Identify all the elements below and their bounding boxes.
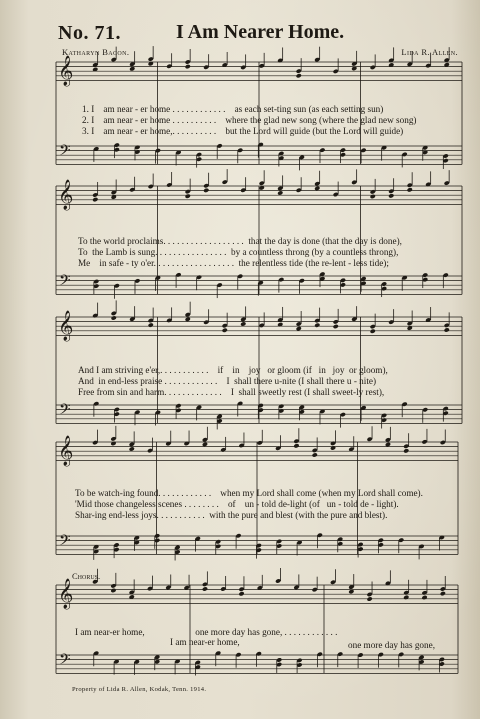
verse-3-line: Me in safe - ty o'er. . . . . . . . . . . . . . . . . . the relentless tide (the re-lent - less tide); — [78, 258, 389, 268]
treble-note — [370, 329, 376, 334]
treble-note — [388, 193, 394, 198]
hymn-number: No. 71. — [58, 22, 121, 44]
bass-clef: 𝄢 — [59, 532, 71, 553]
treble-note — [367, 596, 373, 601]
treble-note — [185, 194, 191, 199]
bass-clef: 𝄢 — [59, 142, 71, 163]
treble-note — [403, 448, 409, 453]
verse-3-line: Shar-ing end-less joys. . . . . . . . . . . with the pure and blest (with the pure and blest). — [75, 510, 388, 520]
treble-note — [185, 317, 191, 322]
treble-note — [293, 443, 299, 448]
chorus-label: Chorus. — [72, 571, 101, 581]
treble-clef: 𝄞 — [58, 579, 74, 609]
treble-note — [314, 323, 320, 328]
verse-1-line: To the world proclaims. . . . . . . . . . . . . . . . . . that the day is done (that the day is done), — [78, 236, 402, 246]
verse-3-line: Free from sin and harm. . . . . . . . . . . . . I shall sweetly rest (I shall sweet-ly rest), — [78, 387, 385, 397]
treble-note — [421, 595, 427, 600]
treble-clef: 𝄞 — [58, 311, 74, 341]
chorus-lyric-bass: one more day has gone, — [348, 640, 435, 650]
treble-note — [333, 324, 339, 329]
bass-clef: 𝄢 — [59, 651, 71, 672]
treble-clef: 𝄞 — [58, 56, 74, 86]
treble-note — [407, 187, 413, 192]
treble-note — [238, 591, 244, 596]
verse-2-line: 'Mid those changeless scenes . . . . . . . . of un - told de-light (of un - told de - light). — [75, 499, 399, 509]
bass-clef: 𝄢 — [59, 272, 71, 293]
treble-note — [148, 322, 154, 327]
verse-3-line: 3. I am near - er home,. . . . . . . . . . but the Lord will guide (but the Lord will guide) — [82, 126, 404, 136]
treble-note — [330, 445, 336, 450]
hymn-title: I Am Nearer Home. — [176, 21, 345, 43]
copyright-footer: Property of Lida R. Allen, Kodak, Tenn. 1914. — [72, 686, 207, 693]
treble-clef: 𝄞 — [58, 436, 74, 466]
verse-2-line: To the Lamb is sung. . . . . . . . . . . . . . . . by a countless throng (by a countless throng), — [78, 247, 399, 257]
treble-note — [440, 591, 446, 596]
treble-note — [185, 64, 191, 69]
composer-credit: Lida R. Allen. — [401, 47, 458, 57]
treble-note — [370, 194, 376, 199]
verse-1-line: 1. I am near - er home . . . . . . . . . . . . as each set-ting sun (as each setting sun) — [82, 104, 384, 114]
treble-note — [92, 197, 98, 202]
treble-note — [296, 73, 302, 78]
treble-note — [222, 328, 228, 333]
treble-note — [312, 452, 318, 457]
verse-2-line: And in end-less praise . . . . . . . . . . . . I shall there u-nite (I shall there u - nite) — [78, 376, 377, 386]
treble-note — [111, 315, 117, 320]
verse-1-line: And I am striving e'er,. . . . . . . . . . . if in joy or gloom (if in joy or gloom), — [78, 365, 388, 375]
treble-note — [403, 595, 409, 600]
lyricist-credit: Katharyn Bacon. — [62, 47, 130, 57]
treble-note — [110, 588, 116, 593]
treble-note — [202, 586, 208, 591]
treble-clef: 𝄞 — [58, 180, 74, 210]
verse-1-line: To be watch-ing found. . . . . . . . . . . . when my Lord shall come (when my Lord shall come). — [75, 488, 423, 498]
verse-2-line: 2. I am near - er home . . . . . . . . . . where the glad new song (where the glad new song) — [82, 115, 417, 125]
treble-note — [110, 441, 116, 446]
treble-note — [444, 327, 450, 332]
treble-note — [203, 188, 209, 193]
chorus-lyric-bass: I am near-er home, — [170, 637, 240, 647]
chorus-lyric: I am near-er home, one more day has gone, . . . . . . . . . . . . — [75, 627, 338, 637]
bass-clef: 𝄢 — [59, 401, 71, 422]
treble-note — [314, 186, 320, 191]
